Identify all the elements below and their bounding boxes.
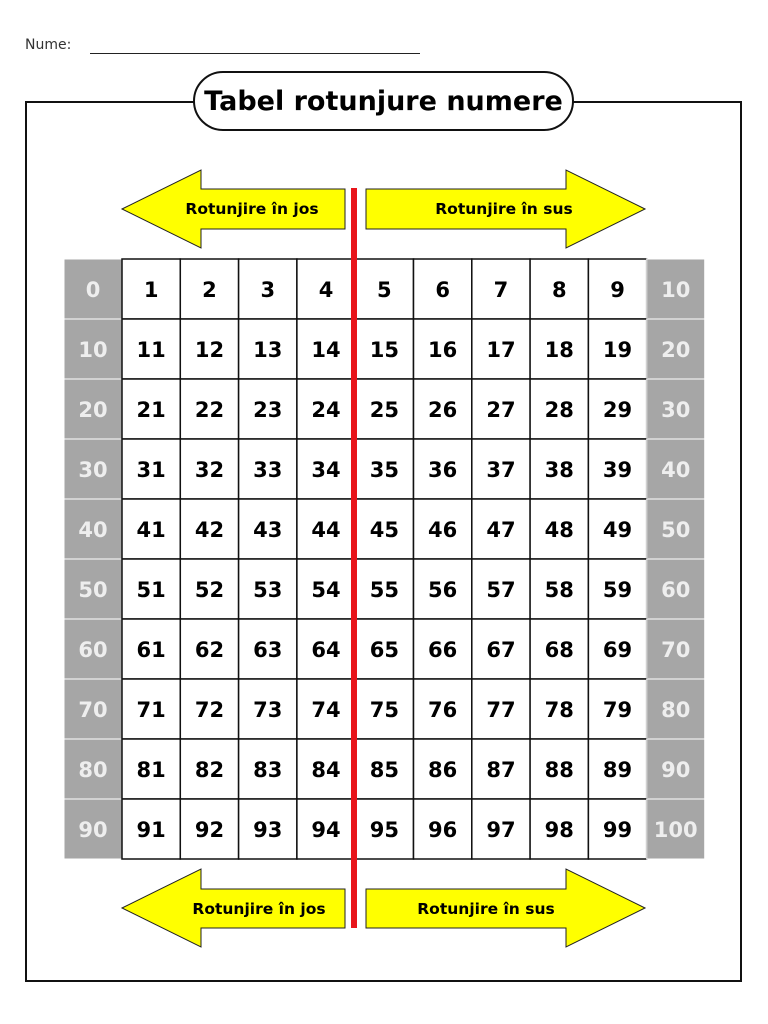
number-label: 78 — [544, 698, 574, 722]
number-grid — [64, 259, 705, 859]
number-label: 63 — [253, 638, 283, 662]
right-tens-label: 40 — [661, 458, 691, 482]
number-label: 21 — [136, 398, 166, 422]
number-label: 42 — [194, 518, 225, 542]
number-label: 7 — [493, 278, 509, 302]
number-label: 52 — [194, 578, 225, 602]
page-title: Tabel rotunjure numere — [193, 71, 574, 131]
right-tens-label: 30 — [661, 398, 691, 422]
number-label: 27 — [486, 398, 516, 422]
number-label: 95 — [369, 818, 399, 842]
right-tens-label: 100 — [653, 818, 698, 842]
number-label: 94 — [311, 818, 341, 842]
number-label: 77 — [486, 698, 516, 722]
number-label: 92 — [194, 818, 225, 842]
number-label: 22 — [194, 398, 225, 422]
right-tens-label: 70 — [661, 638, 691, 662]
arrow-label-round-up-top: Rotunjire în sus — [435, 200, 573, 218]
number-label: 26 — [428, 398, 458, 422]
number-label: 1 — [143, 278, 159, 302]
number-label: 69 — [602, 638, 633, 662]
number-label: 19 — [602, 338, 633, 362]
number-label: 12 — [194, 338, 225, 362]
number-label: 6 — [435, 278, 450, 302]
left-tens-label: 90 — [78, 818, 108, 842]
number-label: 38 — [544, 458, 574, 482]
number-label: 75 — [369, 698, 399, 722]
number-label: 49 — [602, 518, 633, 542]
number-label: 85 — [369, 758, 399, 782]
number-label: 3 — [260, 278, 276, 302]
number-label: 97 — [486, 818, 516, 842]
left-tens-label: 60 — [78, 638, 108, 662]
right-tens-label: 20 — [661, 338, 691, 362]
number-label: 98 — [544, 818, 574, 842]
number-label: 54 — [311, 578, 341, 602]
arrow-label-round-down-top: Rotunjire în jos — [185, 200, 319, 218]
number-label: 24 — [311, 398, 341, 422]
number-label: 14 — [311, 338, 341, 362]
number-label: 16 — [428, 338, 458, 362]
number-label: 79 — [602, 698, 633, 722]
arrow-round-down-top — [122, 170, 345, 248]
number-label: 23 — [253, 398, 283, 422]
number-label: 17 — [486, 338, 516, 362]
arrow-round-up-bottom — [366, 869, 645, 947]
arrow-label-round-up-bottom: Rotunjire în sus — [417, 900, 555, 918]
number-label: 73 — [253, 698, 283, 722]
number-label: 47 — [486, 518, 516, 542]
number-label: 72 — [194, 698, 225, 722]
number-label: 59 — [602, 578, 633, 602]
arrow-round-down-bottom — [122, 869, 345, 947]
number-label: 74 — [311, 698, 341, 722]
number-label: 88 — [544, 758, 574, 782]
number-label: 55 — [369, 578, 399, 602]
left-tens-label: 20 — [78, 398, 108, 422]
number-label: 76 — [428, 698, 458, 722]
name-label: Nume: — [25, 37, 72, 53]
number-label: 96 — [428, 818, 458, 842]
right-tens-label: 80 — [661, 698, 691, 722]
number-label: 36 — [428, 458, 458, 482]
number-label: 46 — [428, 518, 458, 542]
number-label: 64 — [311, 638, 341, 662]
left-tens-label: 10 — [78, 338, 108, 362]
number-label: 67 — [486, 638, 516, 662]
number-label: 11 — [136, 338, 166, 362]
number-label: 18 — [544, 338, 574, 362]
number-label: 68 — [544, 638, 574, 662]
number-label: 32 — [194, 458, 225, 482]
number-label: 8 — [551, 278, 567, 302]
arrow-round-up-top — [366, 170, 645, 248]
number-label: 37 — [486, 458, 516, 482]
number-label: 9 — [610, 278, 625, 302]
number-label: 2 — [202, 278, 217, 302]
left-tens-label: 80 — [78, 758, 108, 782]
number-label: 43 — [253, 518, 283, 542]
number-label: 65 — [369, 638, 399, 662]
number-label: 84 — [311, 758, 341, 782]
number-label: 91 — [136, 818, 166, 842]
number-label: 28 — [544, 398, 574, 422]
number-label: 71 — [136, 698, 166, 722]
number-label: 44 — [311, 518, 341, 542]
left-tens-label: 50 — [78, 578, 108, 602]
number-label: 41 — [136, 518, 166, 542]
number-label: 5 — [377, 278, 392, 302]
number-label: 39 — [602, 458, 633, 482]
number-label: 51 — [136, 578, 166, 602]
number-label: 34 — [311, 458, 341, 482]
number-label: 99 — [602, 818, 633, 842]
left-tens-label: 0 — [85, 278, 101, 302]
number-label: 25 — [369, 398, 399, 422]
right-tens-label: 50 — [661, 518, 691, 542]
left-tens-label: 30 — [78, 458, 108, 482]
number-label: 56 — [428, 578, 458, 602]
number-label: 4 — [318, 278, 334, 302]
number-label: 61 — [136, 638, 166, 662]
number-label: 53 — [253, 578, 283, 602]
right-tens-label: 10 — [661, 278, 691, 302]
right-tens-label: 60 — [661, 578, 691, 602]
arrow-label-round-down-bottom: Rotunjire în jos — [192, 900, 326, 918]
number-label: 57 — [486, 578, 516, 602]
number-label: 81 — [136, 758, 166, 782]
number-label: 45 — [369, 518, 399, 542]
number-label: 15 — [369, 338, 399, 362]
left-tens-label: 40 — [78, 518, 108, 542]
number-label: 66 — [428, 638, 458, 662]
number-label: 93 — [253, 818, 283, 842]
number-label: 82 — [194, 758, 225, 782]
number-label: 62 — [194, 638, 225, 662]
number-label: 48 — [544, 518, 574, 542]
number-label: 35 — [369, 458, 399, 482]
number-label: 86 — [428, 758, 458, 782]
number-label: 33 — [253, 458, 283, 482]
number-label: 83 — [253, 758, 283, 782]
number-label: 87 — [486, 758, 516, 782]
number-label: 29 — [602, 398, 633, 422]
number-label: 31 — [136, 458, 166, 482]
number-label: 58 — [544, 578, 574, 602]
left-tens-label: 70 — [78, 698, 108, 722]
right-tens-label: 90 — [661, 758, 691, 782]
divider-line — [351, 188, 357, 928]
number-label: 13 — [253, 338, 283, 362]
number-label: 89 — [602, 758, 633, 782]
